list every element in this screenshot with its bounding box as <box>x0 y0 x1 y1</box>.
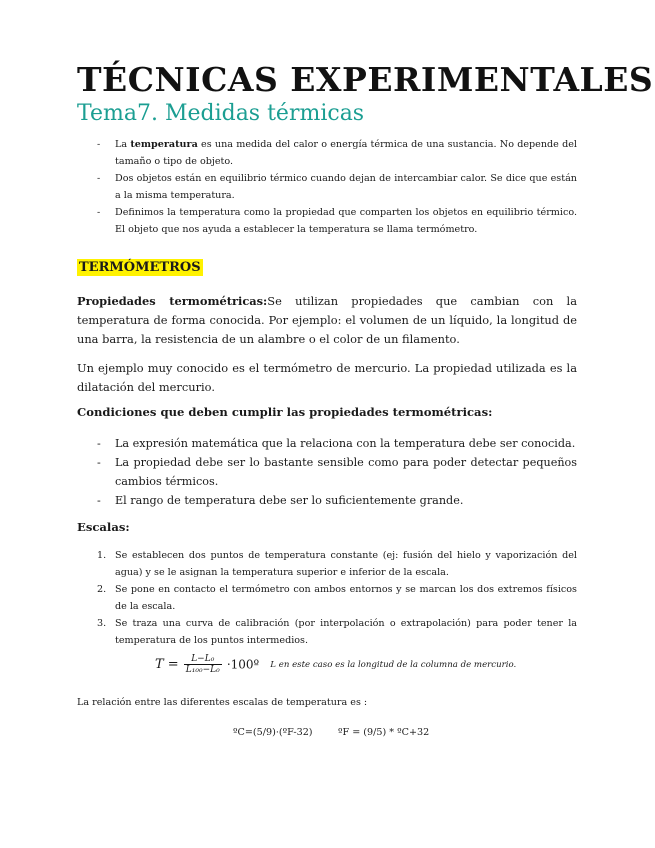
equation-celsius: ºC=(5/9)·(ºF-32) <box>233 727 313 738</box>
formula-fraction <box>184 654 222 675</box>
condiciones-heading: Condiciones que deben cumplir las propiedades termométricas: <box>77 405 493 419</box>
list-item: - La propiedad debe ser lo bastante sensible como para poder detectar pequeños cambios térmicos. <box>97 456 577 488</box>
intro-list <box>77 136 577 238</box>
escalas-list <box>77 547 577 649</box>
formula-note: L en este caso es la longitud de la columna de mercurio. <box>270 659 517 670</box>
relation-text: La relación entre las diferentes escalas de temperatura es : <box>77 697 368 708</box>
list-item: - Dos objetos están en equilibrio térmico cuando dejan de intercambiar calor. Se dice que están a la misma temperatura. <box>77 170 577 204</box>
equation-fahrenheit: ºF = (9/5) * ºC+32 <box>338 727 430 738</box>
formula-denominator: L₁₀₀−L₀ <box>185 665 220 675</box>
propiedades-label: Propiedades termométricas: <box>77 294 268 308</box>
condiciones-list <box>77 434 577 510</box>
condiciones-section <box>77 405 577 419</box>
list-item: - El rango de temperatura debe ser lo suficientemente grande. <box>97 494 464 507</box>
formula-lhs: T = <box>155 657 179 672</box>
formula-numerator: L−L₀ <box>184 654 222 665</box>
escalas-heading: Escalas: <box>77 520 130 534</box>
propiedades-paragraph: Propiedades termométricas:Se utilizan propiedades que cambian con la temperatura de forma conocida. Por ejemplo: el volumen de un líquido, la longitud de una barra, la resistencia de un alambre o el color de un filamento. <box>77 294 577 346</box>
list-item: 1. Se establecen dos puntos de temperatura constante (ej: fusión del hielo y vaporización del agua) y se le asignan la temperatura superior e inferior de la escala. <box>97 550 577 578</box>
document-title: TÉCNICAS EXPERIMENTALES <box>77 60 654 99</box>
bullet-marker: - <box>97 139 101 150</box>
list-item: - La temperatura es una medida del calor o energía térmica de una sustancia. No depende del tamaño o tipo de objeto. <box>77 136 577 170</box>
temperature-formula <box>155 654 575 686</box>
list-item: - La expresión matemática que la relaciona con la temperatura debe ser conocida. <box>97 437 576 450</box>
bullet-marker: - <box>97 173 101 184</box>
bold-term: temperatura <box>130 139 198 150</box>
list-item: 3. Se traza una curva de calibración (por interpolación o extrapolación) para poder tener la temperatura de los puntos intermedios. <box>97 618 577 646</box>
formula-factor: ·100º <box>226 657 260 672</box>
ejemplo-paragraph: Un ejemplo muy conocido es el termómetro de mercurio. La propiedad utilizada es la dilatación del mercurio. <box>77 361 577 394</box>
escalas-section <box>77 520 577 534</box>
bullet-marker: - <box>97 207 101 218</box>
section-heading: TERMÓMETROS <box>79 260 201 275</box>
list-item: - Definimos la temperatura como la propiedad que comparten los objetos en equilibrio térmico. El objeto que nos ayuda a establecer la temperatura se llama termómetro. <box>77 204 577 238</box>
document-subtitle: Tema7. Medidas térmicas <box>77 101 365 126</box>
list-item: 2. Se pone en contacto el termómetro con ambos entornos y se marcan los dos extremos físicos de la escala. <box>97 584 577 612</box>
